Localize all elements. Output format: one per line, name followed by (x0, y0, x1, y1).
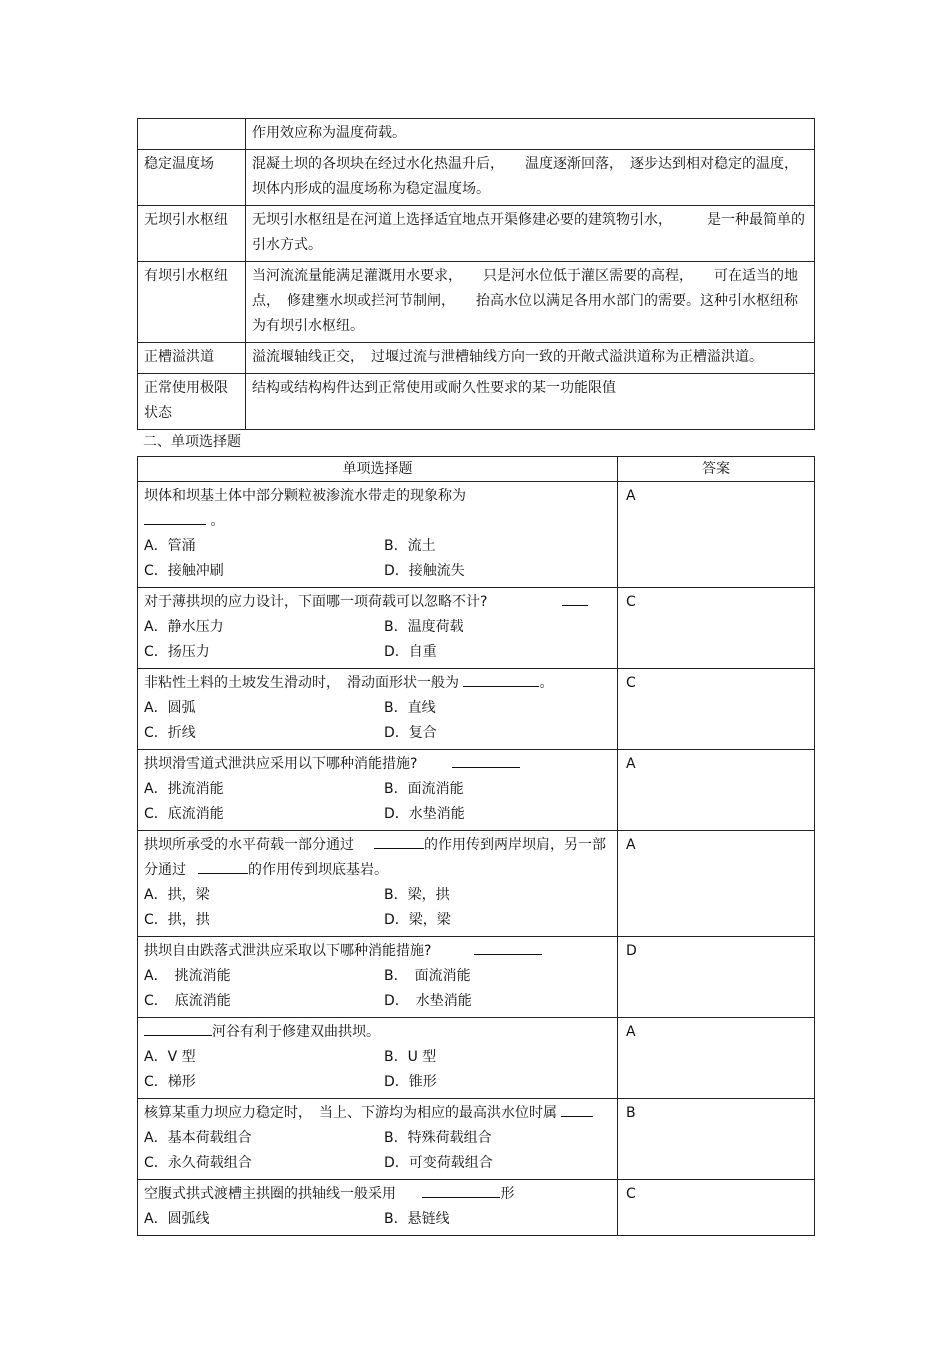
mcq-table (137, 456, 815, 1236)
term-cell: 有坝引水枢纽 (138, 262, 246, 343)
option-c: C．永久荷载组合 (144, 1155, 252, 1171)
definition-cell: 溢流堰轴线正交， 过堰过流与泄槽轴线方向一致的开敞式溢洪道称为正槽溢洪道。 (246, 343, 815, 374)
option-a: A．拱，梁 (144, 887, 210, 903)
answer-blank (374, 834, 424, 849)
table-row (138, 206, 815, 262)
answer-blank (422, 1183, 500, 1198)
question-stem: 拱坝所承受的水平荷载一部分通过 的作用传到两岸坝肩，另一部分通过 的作用传到坝底基岩。 (144, 833, 611, 883)
answer-blank (144, 510, 206, 525)
table-header-row (138, 457, 815, 482)
option-b: B． 面流消能 (384, 968, 471, 984)
answer-blank (562, 591, 588, 606)
question-cell (138, 669, 618, 750)
option-b: B．悬链线 (384, 1211, 450, 1227)
option-c: C． 底流消能 (144, 993, 231, 1009)
table-row (138, 831, 815, 937)
table-row (138, 1018, 815, 1099)
table-row (138, 750, 815, 831)
table-row (138, 482, 815, 588)
answer-blank (198, 859, 248, 874)
options-row (144, 1045, 611, 1070)
answer-cell: C (618, 588, 815, 669)
document-page (137, 118, 815, 1236)
option-b: B．特殊荷载组合 (384, 1130, 492, 1146)
question-stem: 非粘性土料的土坡发生滑动时， 滑动面形状一般为 。 (144, 671, 611, 696)
question-column-header: 单项选择题 (138, 457, 618, 482)
options-row (144, 534, 611, 559)
definition-cell: 无坝引水枢纽是在河道上选择适宜地点开渠修建必要的建筑物引水， 是一种最简单的引水方式。 (246, 206, 815, 262)
option-a: A．静水压力 (144, 619, 224, 635)
answer-blank (452, 753, 520, 768)
answer-cell: A (618, 1018, 815, 1099)
answer-cell: C (618, 669, 815, 750)
option-d: D．可变荷载组合 (384, 1155, 493, 1171)
options-row (144, 883, 611, 908)
options-row (144, 721, 611, 746)
option-d: D．复合 (384, 725, 437, 741)
option-d: D．梁，梁 (384, 912, 451, 928)
table-row (138, 262, 815, 343)
definition-cell: 作用效应称为温度荷载。 (246, 119, 815, 150)
option-d: D．自重 (384, 644, 437, 660)
option-c: C．拱，拱 (144, 912, 210, 928)
options-row (144, 1070, 611, 1095)
option-a: A．圆弧 (144, 700, 196, 716)
option-a: A．V 型 (144, 1049, 196, 1065)
options-row (144, 802, 611, 827)
question-stem: 核算某重力坝应力稳定时， 当上、下游均为相应的最高洪水位时属 (144, 1101, 611, 1126)
options-row (144, 615, 611, 640)
definition-cell: 结构或结构构件达到正常使用或耐久性要求的某一功能限值 (246, 374, 815, 430)
question-stem: 河谷有利于修建双曲拱坝。 (144, 1020, 611, 1045)
question-cell (138, 1018, 618, 1099)
question-cell (138, 482, 618, 588)
table-row (138, 588, 815, 669)
answer-cell: D (618, 937, 815, 1018)
option-a: A．管涌 (144, 538, 196, 554)
section-heading: 二、单项选择题 (143, 434, 241, 450)
options-row (144, 777, 611, 802)
answer-cell: A (618, 482, 815, 588)
table-row (138, 1099, 815, 1180)
options-row (144, 1207, 611, 1232)
question-cell (138, 1099, 618, 1180)
answer-column-header: 答案 (618, 457, 815, 482)
question-stem: 对于薄拱坝的应力设计，下面哪一项荷载可以忽略不计? (144, 590, 611, 615)
option-b: B．梁，拱 (384, 887, 450, 903)
definition-cell: 当河流流量能满足灌溉用水要求， 只是河水位低于灌区需要的高程， 可在适当的地点， 修建壅水坝或拦河节制闸， 抬高水位以满足各用水部门的需要。这种引水枢纽称为有坝引水枢纽。 (246, 262, 815, 343)
answer-cell: C (618, 1180, 815, 1236)
term-cell (138, 119, 246, 150)
answer-blank (463, 672, 539, 687)
answer-blank (474, 940, 542, 955)
options-row (144, 696, 611, 721)
term-cell: 正常使用极限状态 (138, 374, 246, 430)
options-row (144, 559, 611, 584)
table-row (138, 669, 815, 750)
options-row (144, 640, 611, 665)
options-row (144, 989, 611, 1014)
question-stem: 拱坝滑雪道式泄洪应采用以下哪种消能措施? (144, 752, 611, 777)
answer-blank (561, 1102, 593, 1117)
option-a: A．基本荷载组合 (144, 1130, 252, 1146)
option-a: A．圆弧线 (144, 1211, 210, 1227)
term-cell: 正槽溢洪道 (138, 343, 246, 374)
option-c: C．底流消能 (144, 806, 224, 822)
option-c: C．梯形 (144, 1074, 196, 1090)
question-cell (138, 937, 618, 1018)
table-row (138, 1180, 815, 1236)
options-row (144, 1126, 611, 1151)
options-row (144, 1151, 611, 1176)
option-c: C．折线 (144, 725, 196, 741)
option-d: D． 水垫消能 (384, 993, 472, 1009)
question-cell (138, 750, 618, 831)
answer-blank (144, 1021, 212, 1036)
options-row (144, 908, 611, 933)
term-cell: 无坝引水枢纽 (138, 206, 246, 262)
table-row (138, 937, 815, 1018)
definition-cell: 混凝土坝的各坝块在经过水化热温升后， 温度逐渐回落， 逐步达到相对稳定的温度，坝体内形成的温度场称为稳定温度场。 (246, 150, 815, 206)
question-cell (138, 1180, 618, 1236)
question-stem: 坝体和坝基土体中部分颗粒被渗流水带走的现象称为 。 (144, 488, 466, 529)
option-b: B．直线 (384, 700, 436, 716)
table-row (138, 150, 815, 206)
table-row (138, 343, 815, 374)
answer-cell: A (618, 750, 815, 831)
option-b: B．流土 (384, 538, 436, 554)
option-d: D．锥形 (384, 1074, 437, 1090)
option-c: C．接触冲刷 (144, 563, 224, 579)
question-cell (138, 588, 618, 669)
options-row (144, 964, 611, 989)
option-d: D．接触流失 (384, 563, 465, 579)
option-b: B．面流消能 (384, 781, 464, 797)
definitions-table (137, 118, 815, 430)
option-a: A．挑流消能 (144, 781, 224, 797)
answer-cell: A (618, 831, 815, 937)
table-row (138, 374, 815, 430)
option-c: C．扬压力 (144, 644, 210, 660)
question-stem: 空腹式拱式渡槽主拱圈的拱轴线一般采用 形 (144, 1182, 611, 1207)
option-b: B．温度荷载 (384, 619, 464, 635)
question-stem: 拱坝自由跌落式泄洪应采取以下哪种消能措施? (144, 939, 611, 964)
option-d: D．水垫消能 (384, 806, 465, 822)
option-a: A． 挑流消能 (144, 968, 231, 984)
term-cell: 稳定温度场 (138, 150, 246, 206)
question-cell (138, 831, 618, 937)
table-row (138, 119, 815, 150)
answer-cell: B (618, 1099, 815, 1180)
option-b: B．U 型 (384, 1049, 437, 1065)
